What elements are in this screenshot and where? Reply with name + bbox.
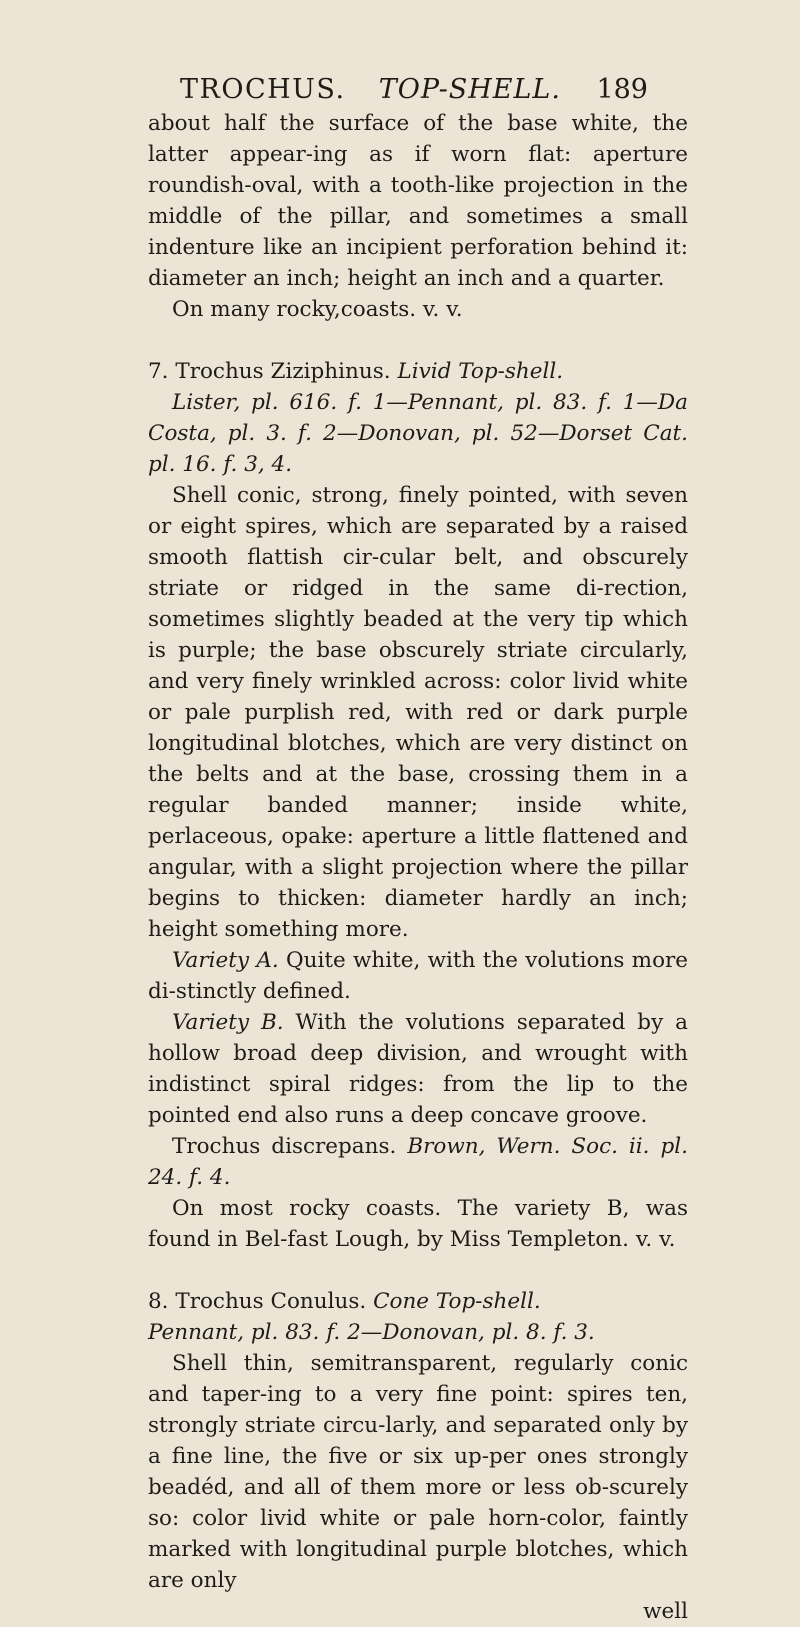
species-number: 7. bbox=[148, 359, 169, 384]
species-name: Trochus Ziziphinus. bbox=[175, 359, 391, 384]
paragraph-description: Shell conic, strong, finely pointed, with seven or eight spires, which are separated by a raised smooth flattish cir-cular belt, and obscurely striate or ridged in the same di-rection, sometimes slightly beaded at the very tip which is purple; the base obscurely striate circularly, and very finely wrinkled across: color livid white or pale purplish red, with red or dark purple longitudinal blotches, which are very distinct on the belts and at the base, crossing them in a regular banded manner; inside white, perlaceous, opake: aperture a little flattened and angular, with a slight projection where the pillar begins to thicken: diameter hardly an inch; height something more. bbox=[148, 483, 688, 942]
synonym-species: Trochus discrepans. bbox=[172, 1134, 397, 1159]
species-common-name: Livid Top-shell. bbox=[397, 359, 564, 384]
variety-label: Variety B. bbox=[172, 1010, 284, 1035]
running-head-genus: TROCHUS. bbox=[180, 74, 346, 105]
variety-text: Quite white, with the volutions more di-stinctly defined. bbox=[148, 948, 689, 1004]
variety-label: Variety A. bbox=[172, 948, 279, 973]
paragraph-locality: On most rocky coasts. The variety B, was found in Bel-fast Lough, by Miss Templeton. v. v. bbox=[148, 1196, 688, 1252]
synonym-reference: Brown, Wern. Soc. ii. pl. 24. f. 4. bbox=[148, 1134, 688, 1190]
paragraph-variety-b bbox=[148, 1007, 688, 1131]
species-number: 8. bbox=[148, 1289, 169, 1314]
body-text bbox=[148, 108, 688, 1627]
species-heading-7 bbox=[148, 356, 688, 387]
paragraph-continued: about half the surface of the base white, the latter appear-ing as if worn flat: aperture roundish-oval, with a tooth-like projection in the middle of the pillar, and sometimes a small indenture like an incipient perforation behind it: diameter an inch; height an inch and a quarter. bbox=[148, 111, 688, 291]
running-head-common-name: TOP-SHELL. bbox=[378, 74, 561, 105]
paragraph-locality: On many rocky,coasts. v. v. bbox=[172, 297, 463, 322]
catchword: well bbox=[643, 1599, 688, 1624]
species-name: Trochus Conulus. bbox=[175, 1289, 367, 1314]
page-number: 189 bbox=[596, 74, 648, 105]
paragraph-description: Shell thin, semitransparent, regularly conic and taper-ing to a very fine point: spires ten, strongly striate circu-larly, and separated only by a fine line, the five or six up-per ones strongly beadéd, and all of them more or less ob-scurely so: color livid white or pale horn-color, faintly marked with longitudinal purple blotches, which are only bbox=[148, 1351, 688, 1593]
paragraph-synonym bbox=[148, 1131, 688, 1193]
variety-text: With the volutions separated by a hollow broad deep division, and wrought with indistinct spiral ridges: from the lip to the pointed end also runs a deep concave groove. bbox=[148, 1010, 688, 1128]
species-heading-8 bbox=[148, 1286, 688, 1317]
running-head-title bbox=[180, 74, 561, 105]
species-common-name: Cone Top-shell. bbox=[373, 1289, 541, 1314]
paragraph-references: Pennant, pl. 83. f. 2—Donovan, pl. 8. f. 3. bbox=[148, 1320, 595, 1345]
paragraph-references: Lister, pl. 616. f. 1—Pennant, pl. 83. f. 1—Da Costa, pl. 3. f. 2—Donovan, pl. 52—Dorset Cat. pl. 16. f. 3, 4. bbox=[148, 390, 688, 477]
paragraph-variety-a bbox=[148, 945, 688, 1007]
